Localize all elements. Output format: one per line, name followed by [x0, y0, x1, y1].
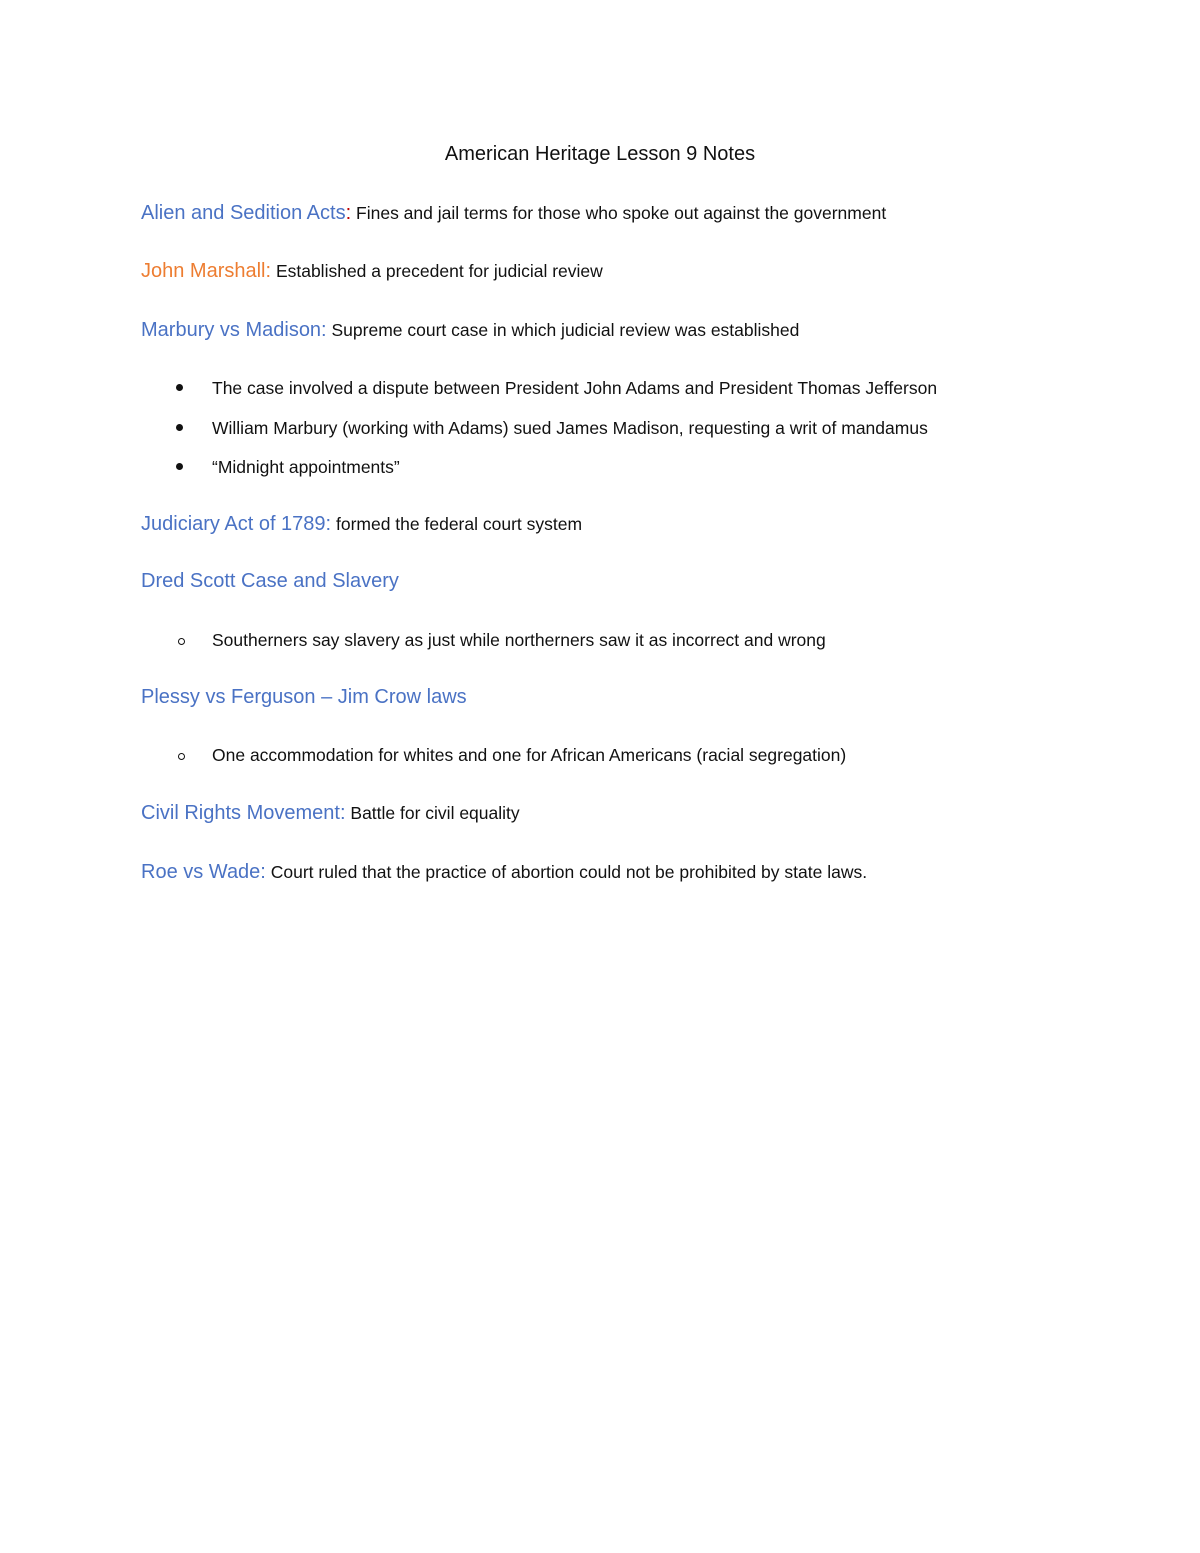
- term-text: Alien and Sedition Acts: [141, 202, 346, 224]
- list-item-text: The case involved a dispute between President John Adams and President Thomas Jefferson: [212, 378, 938, 398]
- list-item: [174, 418, 928, 439]
- entry-term: Plessy vs Ferguson – Jim Crow laws: [141, 686, 467, 708]
- bullet-icon: [174, 457, 212, 478]
- sub-bullet-icon: [174, 745, 212, 766]
- entry-term: Dred Scott Case and Slavery: [141, 570, 399, 592]
- entry-marbury-vs-madison: [141, 319, 799, 342]
- entry-term: [141, 202, 351, 224]
- list-item: [174, 630, 826, 651]
- entry-judiciary-act: [141, 513, 582, 536]
- entry-john-marshall: [141, 260, 603, 283]
- entry-term: Roe vs Wade:: [141, 861, 266, 883]
- entry-definition: Court ruled that the practice of abortion could not be prohibited by state laws.: [270, 862, 868, 882]
- sub-bullet-icon: [174, 630, 212, 651]
- entry-term: John Marshall:: [141, 260, 272, 282]
- document-title: American Heritage Lesson 9 Notes: [444, 143, 756, 165]
- entry-term: Civil Rights Movement:: [141, 802, 346, 824]
- list-item-text: One accommodation for whites and one for African Americans (racial segregation): [212, 745, 847, 765]
- entry-alien-sedition-acts: [141, 202, 886, 225]
- entry-dred-scott: [141, 570, 399, 593]
- list-item: [174, 457, 400, 478]
- bullet-icon: [174, 418, 212, 439]
- list-item-text: Southerners say slavery as just while northerners saw it as incorrect and wrong: [212, 630, 826, 650]
- entry-definition: Fines and jail terms for those who spoke out against the government: [356, 203, 887, 223]
- bullet-icon: [174, 378, 212, 399]
- entry-term: Marbury vs Madison:: [141, 319, 327, 341]
- entry-definition: Established a precedent for judicial review: [275, 261, 603, 281]
- entry-civil-rights-movement: [141, 802, 520, 825]
- entry-definition: Supreme court case in which judicial review was established: [331, 320, 800, 340]
- list-item-text: “Midnight appointments”: [212, 457, 400, 477]
- entry-definition: formed the federal court system: [335, 514, 583, 534]
- list-item-text: William Marbury (working with Adams) sued James Madison, requesting a writ of mandamus: [212, 418, 928, 438]
- entry-roe-vs-wade: [141, 861, 867, 884]
- list-item: [174, 378, 937, 399]
- entry-plessy-vs-ferguson: [141, 686, 467, 709]
- list-item: [174, 745, 846, 766]
- entry-definition: Battle for civil equality: [350, 803, 520, 823]
- term-colon: :: [345, 202, 352, 224]
- entry-term: Judiciary Act of 1789:: [141, 513, 332, 535]
